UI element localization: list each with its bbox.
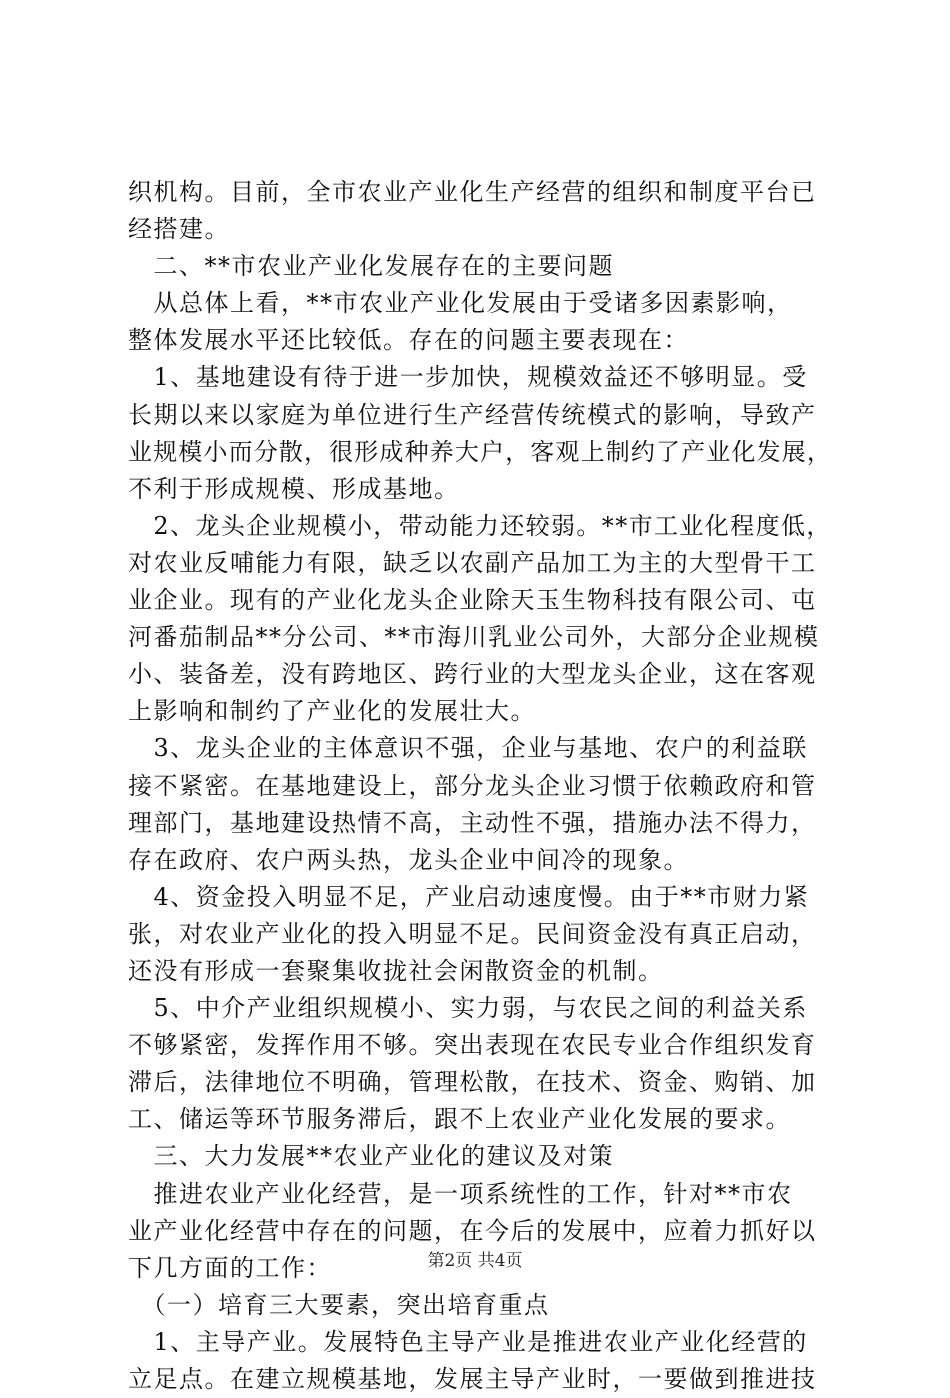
- body-text: [128, 174, 832, 1398]
- text-line: 推进农业产业化经营，是一项系统性的工作，针对**市农: [128, 1179, 793, 1208]
- text-line: 不利于形成规模、形成基地。: [128, 474, 460, 503]
- text-line: 经搭建。: [128, 215, 230, 244]
- text-line: 4、资金投入明显不足，产业启动速度慢。由于**市财力紧: [128, 882, 810, 911]
- text-line: 立足点。在建立规模基地，发展主导产业时，一要做到推进技: [128, 1365, 817, 1393]
- text-line: 3、龙头企业的主体意识不强，企业与基地、农户的利益联: [128, 734, 808, 763]
- text-line: （一）培育三大要素，突出培育重点: [128, 1290, 550, 1319]
- text-line: 河番茄制品**分公司、**市海川乳业公司外，大部分企业规模: [128, 623, 820, 652]
- text-line: 还没有形成一套聚集收拢社会闲散资金的机制。: [128, 956, 664, 985]
- text-line: 5、中介产业组织规模小、实力弱，与农民之间的利益关系: [128, 994, 808, 1023]
- text-line: 不够紧密，发挥作用不够。突出表现在农民专业合作组织发育: [128, 1031, 817, 1060]
- page-footer: 第2页 共4页: [427, 1251, 523, 1271]
- text-line: 接不紧密。在基地建设上，部分龙头企业习惯于依赖政府和管: [128, 771, 817, 800]
- text-line: 上影响和制约了产业化的发展壮大。: [128, 697, 536, 726]
- text-line: 业产业化经营中存在的问题，在今后的发展中，应着力抓好以: [128, 1216, 817, 1245]
- text-line: 1、主导产业。发展特色主导产业是推进农业产业化经营的: [128, 1327, 808, 1356]
- text-line: 整体发展水平还比较低。存在的问题主要表现在：: [128, 326, 689, 355]
- text-line: 2、龙头企业规模小，带动能力还较弱。**市工业化程度低，: [128, 511, 832, 540]
- text-line: 小、装备差，没有跨地区、跨行业的大型龙头企业，这在客观: [128, 660, 817, 689]
- text-line: 二、**市农业产业化发展存在的主要问题: [128, 252, 614, 281]
- text-line: 业规模小而分散，很形成种养大户，客观上制约了产业化发展，: [128, 437, 832, 466]
- text-line: 工、储运等环节服务滞后，跟不上农业产业化发展的要求。: [128, 1105, 791, 1134]
- text-line: 对农业反哺能力有限，缺乏以农副产品加工为主的大型骨干工: [128, 548, 817, 577]
- text-line: 从总体上看，**市农业产业化发展由于受诸多因素影响，: [128, 289, 793, 318]
- text-line: 业企业。现有的产业化龙头企业除天玉生物科技有限公司、屯: [128, 586, 817, 615]
- text-line: 张，对农业产业化的投入明显不足。民间资金没有真正启动，: [128, 919, 817, 948]
- text-line: 长期以来以家庭为单位进行生产经营传统模式的影响，导致产: [128, 400, 817, 429]
- text-line: 1、基地建设有待于进一步加快，规模效益还不够明显。受: [128, 363, 808, 392]
- text-line: 织机构。目前，全市农业产业化生产经营的组织和制度平台已: [128, 178, 817, 206]
- text-line: 三、大力发展**农业产业化的建议及对策: [128, 1142, 614, 1171]
- text-line: 理部门，基地建设热情不高，主动性不强，措施办法不得力，: [128, 808, 817, 837]
- text-line: 滞后，法律地位不明确，管理松散，在技术、资金、购销、加: [128, 1068, 817, 1097]
- text-line: 下几方面的工作：: [128, 1253, 332, 1282]
- text-line: 存在政府、农户两头热，龙头企业中间冷的现象。: [128, 845, 689, 874]
